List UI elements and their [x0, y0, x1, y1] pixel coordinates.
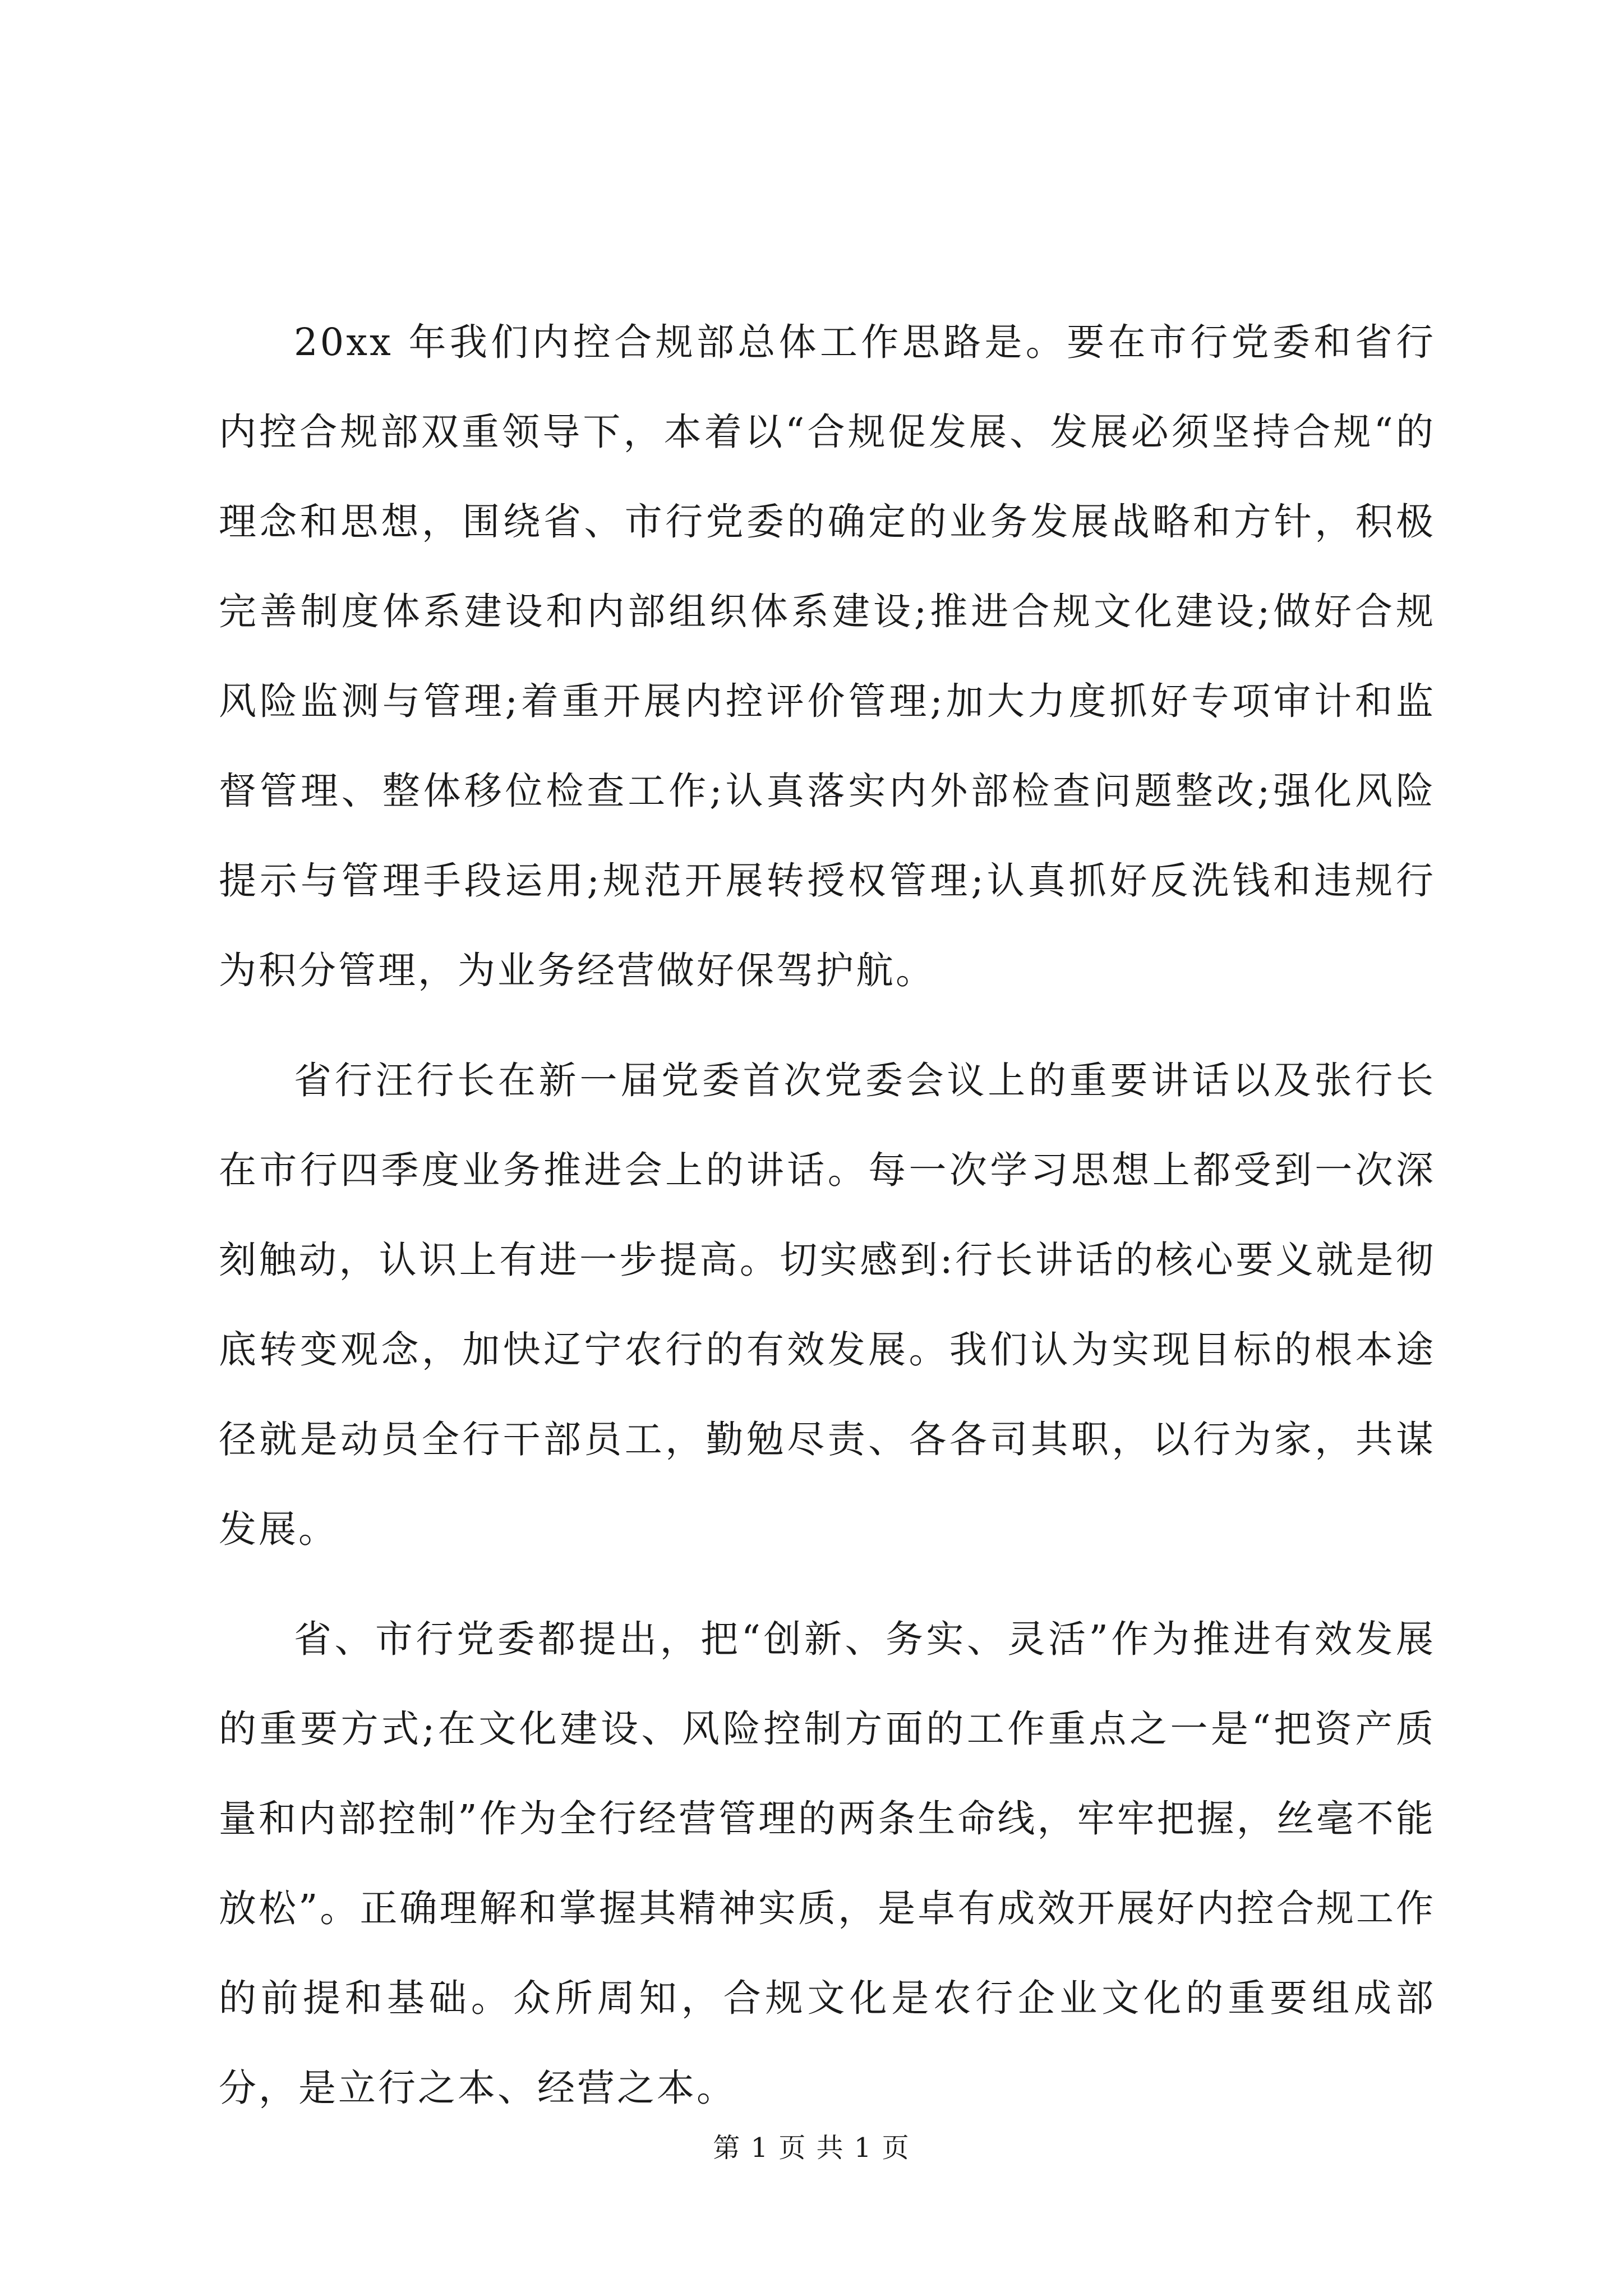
paragraph-2: 省行汪行长在新一届党委首次党委会议上的重要讲话以及张行长在市行四季度业务推进会上的讲话。每一次学习思想上都受到一次深刻触动，认识上有进一步提高。切实感到:行长讲话的核心要义就是彻底转变观念，加快辽宁农行的有效发展。我们认为实现目标的根本途径就是动员全行干部员工，勤勉尽责、各各司其职，以行为家，共谋发展。	[219, 1059, 1436, 1551]
page-number: 第 1 页 共 1 页	[713, 2132, 910, 2164]
paragraph-3: 省、市行党委都提出，把“创新、务实、灵活”作为推进有效发展的重要方式;在文化建设、风险控制方面的工作重点之一是“把资产质量和内部控制”作为全行经营管理的两条生命线，牢牢把握，丝毫不能放松”。正确理解和掌握其精神实质，是卓有成效开展好内控合规工作的前提和基础。众所周知，合规文化是农行企业文化的重要组成部分，是立行之本、经营之本。	[219, 1617, 1436, 2110]
page-footer	[0, 2126, 1623, 2165]
paragraph-1: 20xx 年我们内控合规部总体工作思路是。要在市行党委和省行内控合规部双重领导下，本着以“合规促发展、发展必须坚持合规“的理念和思想，围绕省、市行党委的确定的业务发展战略和方针，积极完善制度体系建设和内部组织体系建设;推进合规文化建设;做好合规风险监测与管理;着重开展内控评价管理;加大力度抓好专项审计和监督管理、整体移位检查工作;认真落实内外部检查问题整改;强化风险提示与管理手段运用;规范开展转授权管理;认真抓好反洗钱和违规行为积分管理，为业务经营做好保驾护航。	[219, 320, 1436, 992]
document-body	[219, 297, 1436, 2133]
